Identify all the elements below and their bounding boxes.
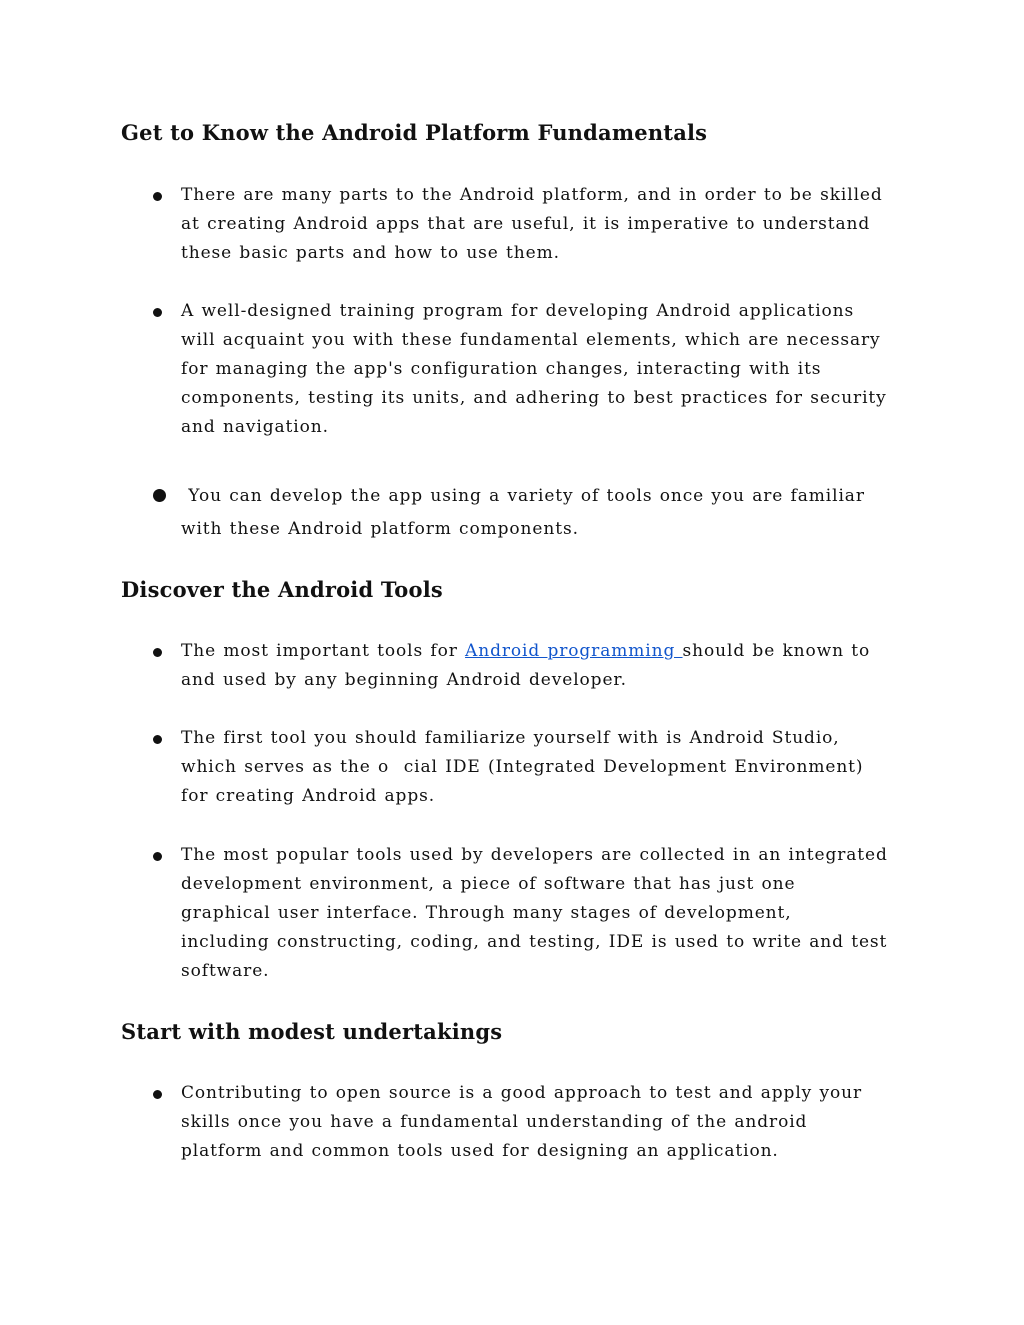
list-item-android-studio: [181, 724, 911, 811]
bullet-icon: [153, 489, 166, 502]
android-programming-link[interactable]: Android programming: [465, 641, 683, 661]
text-line: for managing the app's configuration changes, interacting with its: [181, 359, 822, 379]
text-line: software.: [181, 961, 270, 981]
text-line: [181, 637, 911, 666]
text-line: graphical user interface. Through many stages of development,: [181, 903, 792, 923]
text-line: these basic parts and how to use them.: [181, 243, 560, 263]
text-line: components, testing its units, and adhering to best practices for security: [181, 388, 887, 408]
bullet-icon: [153, 308, 162, 317]
text-line: There are many parts to the Android platform, and in order to be skilled: [181, 185, 883, 205]
heading-modest-undertakings: Start with modest undertakings: [121, 1019, 503, 1044]
text-line: for creating Android apps.: [181, 786, 436, 806]
text-line: at creating Android apps that are useful, it is imperative to understand: [181, 214, 871, 234]
text-line: Contributing to open source is a good approach to test and apply your: [181, 1083, 863, 1103]
bullet-icon: [153, 852, 162, 861]
list-item-open-source: [181, 1079, 911, 1166]
list-item-ide-description: [181, 841, 911, 986]
list-item-platform-parts: [181, 181, 911, 268]
list-item-training-program: [181, 297, 911, 442]
text-line: will acquaint you with these fundamental elements, which are necessary: [181, 330, 881, 350]
text-line: The first tool you should familiarize yourself with is Android Studio,: [181, 728, 840, 748]
text-line: including constructing, coding, and testing, IDE is used to write and test: [181, 932, 888, 952]
text-line: The most popular tools used by developers are collected in an integrated: [181, 845, 888, 865]
bullet-icon: [153, 735, 162, 744]
list-item-important-tools: [181, 637, 911, 695]
bullet-icon: [153, 192, 162, 201]
heading-android-tools: Discover the Android Tools: [121, 577, 443, 602]
list-item-develop-tools: [181, 480, 911, 546]
bullet-icon: [153, 1090, 162, 1099]
heading-android-fundamentals: Get to Know the Android Platform Fundamentals: [121, 120, 708, 145]
text-line: which serves as the o cial IDE (Integrated Development Environment): [181, 757, 864, 777]
text-segment: The most important tools for: [181, 641, 466, 661]
text-line: A well-designed training program for developing Android applications: [181, 301, 855, 321]
text-line: and used by any beginning Android developer.: [181, 670, 627, 690]
text-line: and navigation.: [181, 417, 329, 437]
text-line: platform and common tools used for designing an application.: [181, 1141, 779, 1161]
text-line: with these Android platform components.: [181, 519, 579, 539]
text-line: development environment, a piece of software that has just one: [181, 874, 796, 894]
text-segment: should be known to: [682, 641, 871, 661]
bullet-icon: [153, 648, 162, 657]
text-line: skills once you have a fundamental understanding of the android: [181, 1112, 808, 1132]
text-line: You can develop the app using a variety of tools once you are familiar: [181, 486, 865, 506]
